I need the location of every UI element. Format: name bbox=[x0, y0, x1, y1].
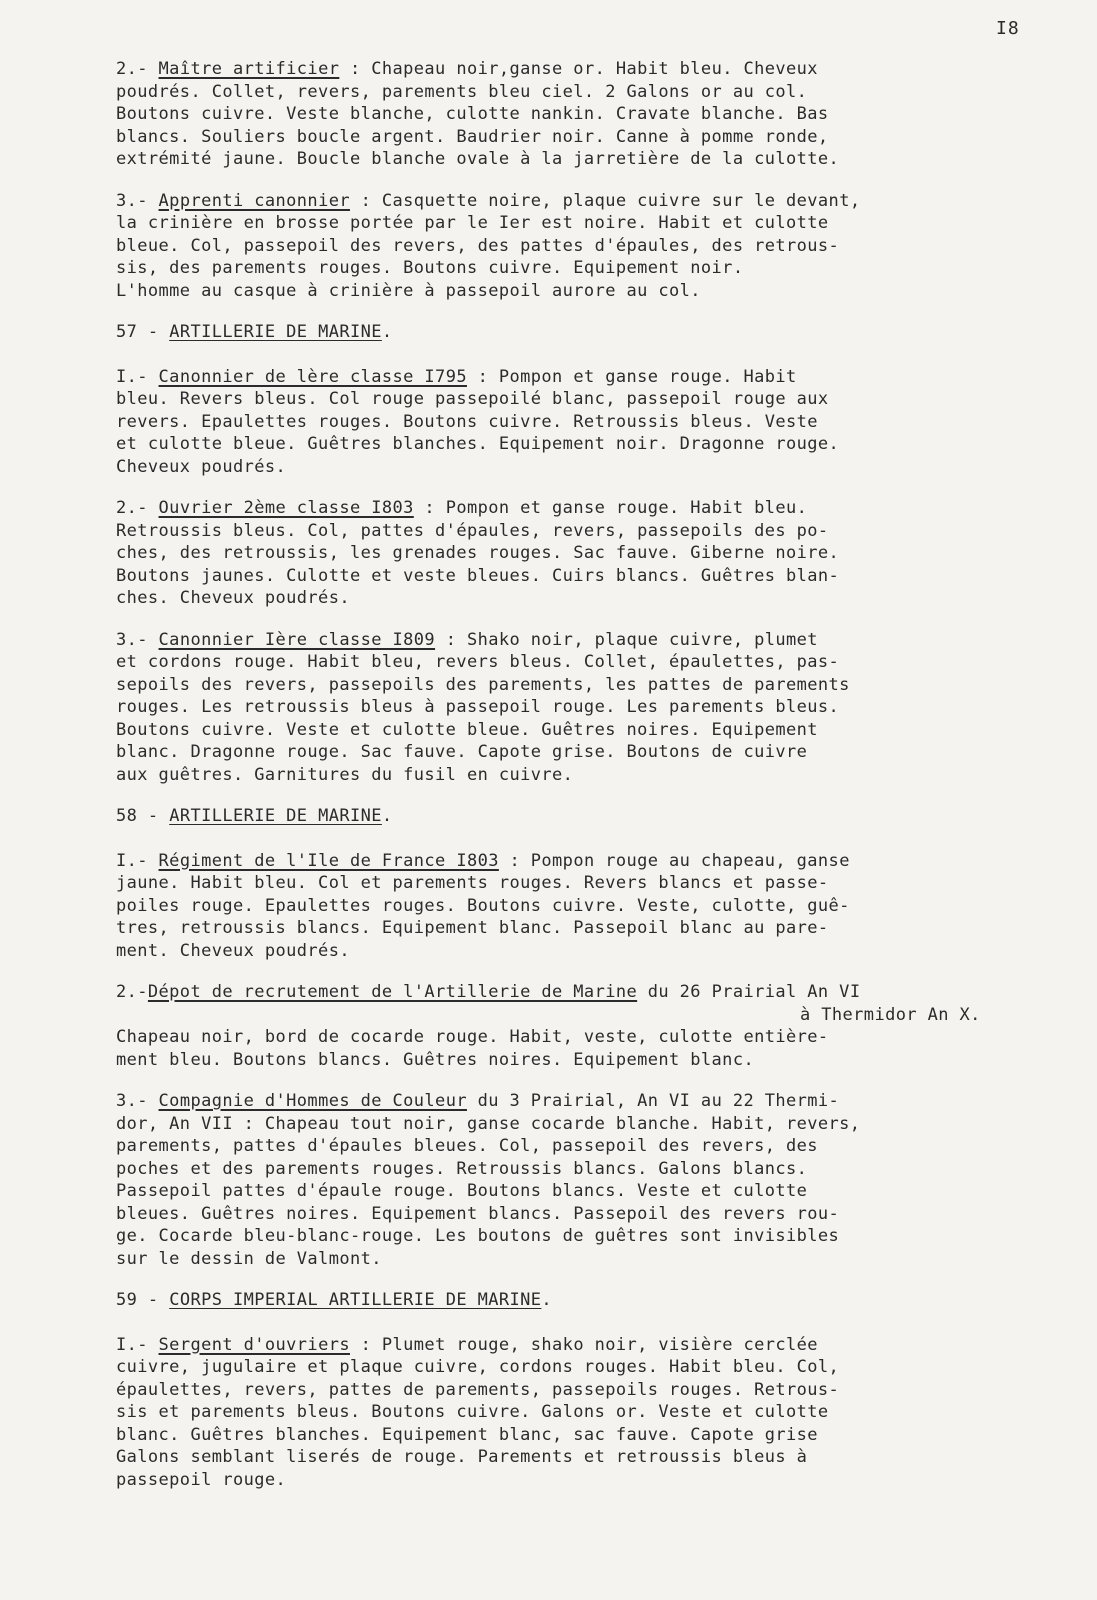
entry-text: L'homme au casque à crinière à passepoil aurore au col. bbox=[116, 280, 701, 301]
entry-text: Galons semblant liserés de rouge. Parements et retroussis bleus à bbox=[116, 1447, 808, 1467]
entry-text: épaulettes, revers, pattes de parements, passepoils rouges. Retrous- bbox=[116, 1379, 840, 1400]
entry-text: parements, pattes d'épaules bleues. Col, passepoil des revers, des bbox=[116, 1136, 818, 1156]
entry-text: Passepoil pattes d'épaule rouge. Boutons blancs. Veste et culotte bbox=[116, 1181, 808, 1201]
section-heading-59 bbox=[116, 1289, 1091, 1312]
entry-maitre-artificier bbox=[116, 58, 1091, 171]
entry-text: : Pompon rouge au chapeau, ganse bbox=[498, 850, 850, 871]
section-title: ARTILLERIE DE MARINE bbox=[169, 806, 382, 826]
entry-number: 2.- bbox=[116, 59, 159, 79]
section-suffix: . bbox=[381, 322, 393, 342]
entry-text: bleue. Col, passepoil des revers, des pattes d'épaules, des retrous- bbox=[116, 235, 840, 256]
entry-text: sur le dessin de Valmont. bbox=[116, 1248, 382, 1269]
entry-text: ches, des retroussis, les grenades rouges. Sac fauve. Giberne noire. bbox=[116, 543, 840, 563]
entry-text: : Pompon et ganse rouge. Habit bleu. bbox=[413, 498, 808, 518]
entry-text: : Chapeau noir,ganse or. Habit bleu. Cheveux bbox=[339, 59, 818, 79]
entry-title: Dépot de recrutement de l'Artillerie de Marine bbox=[147, 982, 638, 1002]
entry-text: bleues. Guêtres noires. Equipement blancs. Passepoil des revers rou- bbox=[116, 1203, 840, 1224]
entry-text: cuivre, jugulaire et plaque cuivre, cordons rouges. Habit bleu. Col, bbox=[116, 1357, 840, 1377]
entry-text: aux guêtres. Garnitures du fusil en cuivre. bbox=[116, 764, 574, 785]
entry-sergent-ouvriers bbox=[116, 1334, 1091, 1492]
entry-text: à Thermidor An X. bbox=[800, 1004, 981, 1025]
entry-text: : Casquette noire, plaque cuivre sur le devant, bbox=[349, 190, 861, 211]
entry-first-line bbox=[116, 58, 1091, 81]
entry-text: tres, retroussis blancs. Equipement blanc. Passepoil blanc au pare- bbox=[116, 918, 829, 938]
entry-first-line bbox=[116, 850, 1091, 873]
entry-title: Canonnier Ière classe I809 bbox=[158, 629, 436, 650]
entry-title: Ouvrier 2ème classe I803 bbox=[158, 498, 414, 518]
entry-text: ment. Cheveux poudrés. bbox=[116, 940, 350, 961]
entry-text: Boutons cuivre. Veste et culotte bleue. Guêtres noires. Equipement bbox=[116, 719, 818, 740]
entry-number: I.- bbox=[116, 366, 159, 387]
entry-text: blanc. Dragonne rouge. Sac fauve. Capote grise. Boutons de cuivre bbox=[116, 742, 808, 762]
entry-title: Compagnie d'Hommes de Couleur bbox=[158, 1091, 467, 1111]
entry-text: Cheveux poudrés. bbox=[116, 456, 287, 477]
document-body bbox=[116, 58, 1091, 1510]
entry-first-line bbox=[116, 366, 1091, 389]
entry-first-line bbox=[116, 190, 1091, 213]
entry-regiment-ile-de-france bbox=[116, 850, 1091, 963]
entry-text: Chapeau noir, bord de cocarde rouge. Habit, veste, culotte entière- bbox=[116, 1027, 829, 1047]
section-suffix: . bbox=[541, 1290, 553, 1310]
entry-text: du 3 Prairial, An VI au 22 Thermi- bbox=[466, 1091, 840, 1111]
section-number: 57 - bbox=[116, 322, 170, 342]
entry-first-line bbox=[116, 629, 1091, 652]
entry-text: la crinière en brosse portée par le Ier est noire. Habit et culotte bbox=[116, 213, 829, 233]
entry-text: jaune. Habit bleu. Col et parements rouges. Revers blancs et passe- bbox=[116, 873, 829, 893]
entry-text: extrémité jaune. Boucle blanche ovale à la jarretière de la culotte. bbox=[116, 149, 840, 169]
entry-text: sepoils des revers, passepoils des parements, les pattes de parements bbox=[116, 674, 850, 695]
entry-text: sis, des parements rouges. Boutons cuivre. Equipement noir. bbox=[116, 258, 744, 278]
entry-text: poches et des parements rouges. Retroussis blancs. Galons blancs. bbox=[116, 1158, 808, 1179]
entry-text: sis et parements bleus. Boutons cuivre. Galons or. Veste et culotte bbox=[116, 1402, 829, 1422]
entry-text: Boutons jaunes. Culotte et veste bleues. Cuirs blancs. Guêtres blan- bbox=[116, 565, 840, 586]
section-number: 59 - bbox=[116, 1290, 170, 1310]
entry-number: I.- bbox=[116, 1334, 159, 1355]
entry-title: Canonnier de lère classe I795 bbox=[158, 366, 467, 387]
entry-number: 3.- bbox=[116, 1091, 159, 1111]
entry-title: Maître artificier bbox=[158, 59, 340, 79]
entry-text: blancs. Souliers boucle argent. Baudrier noir. Canne à pomme ronde, bbox=[116, 126, 829, 147]
section-heading-57 bbox=[116, 321, 1091, 344]
entry-text: blanc. Guêtres blanches. Equipement blanc, sac fauve. Capote grise bbox=[116, 1424, 818, 1445]
entry-text: passepoil rouge. bbox=[116, 1469, 287, 1490]
entry-text: ment bleu. Boutons blancs. Guêtres noires. Equipement blanc. bbox=[116, 1049, 755, 1070]
entry-compagnie-hommes-couleur bbox=[116, 1090, 1091, 1270]
entry-canonnier-1795 bbox=[116, 366, 1091, 479]
entry-number: 3.- bbox=[116, 629, 159, 650]
entry-apprenti-canonnier bbox=[116, 190, 1091, 303]
entry-depot-recrutement bbox=[116, 981, 1091, 1071]
section-title: ARTILLERIE DE MARINE bbox=[169, 322, 382, 342]
entry-text: et cordons rouge. Habit bleu, revers bleus. Collet, épaulettes, pas- bbox=[116, 652, 840, 672]
entry-title: Régiment de l'Ile de France I803 bbox=[158, 850, 499, 871]
section-heading-58 bbox=[116, 805, 1091, 828]
entry-text: bleu. Revers bleus. Col rouge passepoilé blanc, passepoil rouge aux bbox=[116, 389, 829, 409]
entry-text: : Plumet rouge, shako noir, visière cerclée bbox=[349, 1334, 818, 1355]
entry-text: revers. Epaulettes rouges. Boutons cuivre. Retroussis bleus. Veste bbox=[116, 411, 818, 432]
page-number: I8 bbox=[996, 18, 1020, 39]
entry-text: et culotte bleue. Guêtres blanches. Equipement noir. Dragonne rouge. bbox=[116, 434, 840, 454]
entry-number: I.- bbox=[116, 850, 159, 871]
entry-first-line bbox=[116, 981, 1091, 1004]
entry-first-line bbox=[116, 1334, 1091, 1357]
entry-number: 2.- bbox=[116, 982, 148, 1002]
entry-text: poiles rouge. Epaulettes rouges. Boutons cuivre. Veste, culotte, guê- bbox=[116, 895, 850, 916]
entry-text: ge. Cocarde bleu-blanc-rouge. Les boutons de guêtres sont invisibles bbox=[116, 1226, 840, 1246]
entry-number: 2.- bbox=[116, 498, 159, 518]
section-title: CORPS IMPERIAL ARTILLERIE DE MARINE bbox=[169, 1290, 542, 1310]
entry-text: dor, An VII : Chapeau tout noir, ganse cocarde blanche. Habit, revers, bbox=[116, 1113, 861, 1134]
entry-title: Sergent d'ouvriers bbox=[158, 1334, 350, 1355]
section-suffix: . bbox=[381, 806, 393, 826]
entry-text: poudrés. Collet, revers, parements bleu ciel. 2 Galons or au col. bbox=[116, 81, 808, 102]
entry-text: : Pompon et ganse rouge. Habit bbox=[466, 366, 797, 387]
entry-first-line bbox=[116, 497, 1091, 520]
section-number: 58 - bbox=[116, 806, 170, 826]
entry-first-line bbox=[116, 1090, 1091, 1113]
entry-ouvrier-1803 bbox=[116, 497, 1091, 610]
entry-canonnier-1809 bbox=[116, 629, 1091, 787]
entry-text: rouges. Les retroussis bleus à passepoil rouge. Les parements bleus. bbox=[116, 697, 840, 717]
entry-text: Boutons cuivre. Veste blanche, culotte nankin. Cravate blanche. Bas bbox=[116, 104, 829, 124]
entry-title: Apprenti canonnier bbox=[158, 190, 350, 211]
entry-text: ches. Cheveux poudrés. bbox=[116, 588, 350, 608]
entry-text: : Shako noir, plaque cuivre, plumet bbox=[435, 629, 818, 650]
entry-number: 3.- bbox=[116, 190, 159, 211]
entry-text: Retroussis bleus. Col, pattes d'épaules, revers, passepoils des po- bbox=[116, 520, 829, 541]
entry-text: du 26 Prairial An VI bbox=[637, 982, 861, 1002]
